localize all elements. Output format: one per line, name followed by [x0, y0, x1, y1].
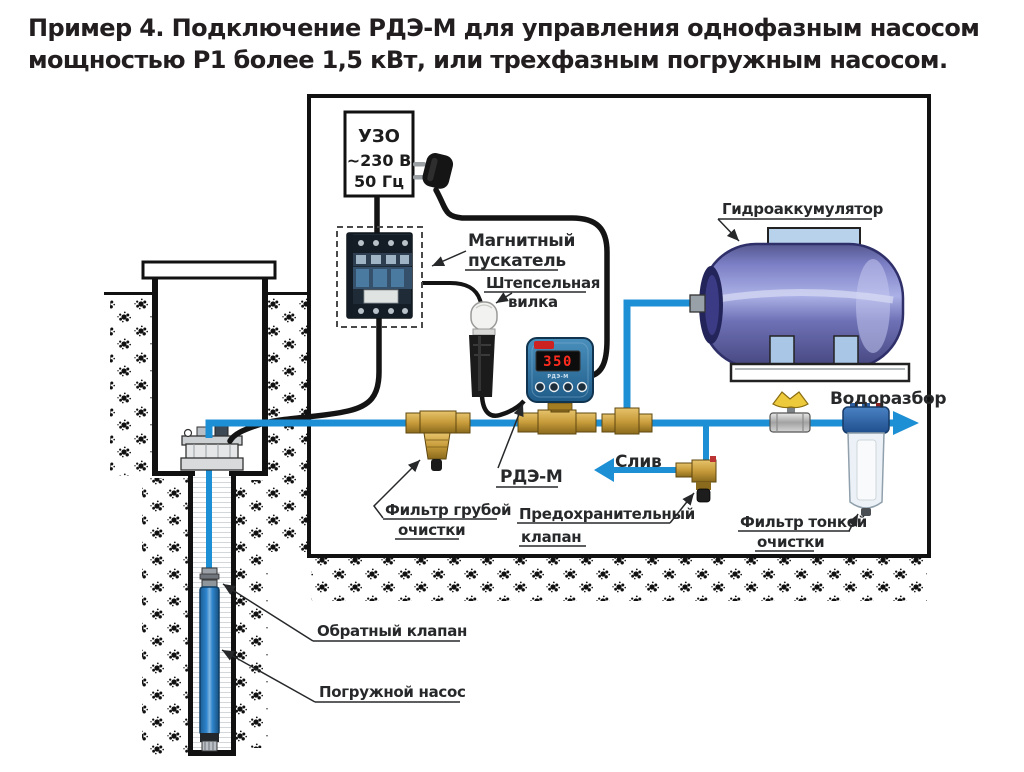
ball-valve: [770, 392, 810, 432]
wire-contactor-to-socket: [422, 283, 482, 306]
tank-port: [690, 295, 705, 312]
drain-arrow: [594, 458, 614, 482]
hydroaccumulator-tank: [690, 228, 909, 381]
submersible-pump: [200, 580, 219, 751]
label-fine-filter-1: Фильтр тонкой: [740, 513, 867, 531]
label-fine-filter-2: очистки: [757, 533, 825, 551]
label-hydroaccumulator: Гидроаккумулятор: [722, 200, 884, 218]
ground-surface-left: [104, 292, 152, 295]
label-magnetic-starter-2: пускатель: [468, 251, 566, 271]
uzo-line-1: УЗО: [358, 126, 400, 147]
rde-logo: [534, 341, 554, 349]
label-water-tap: Водоразбор: [830, 389, 947, 409]
label-safety-valve-1: Предохранительный: [519, 505, 695, 523]
fine-filter: [843, 403, 889, 516]
uzo-box: [345, 112, 413, 196]
label-drain: Слив: [615, 452, 662, 472]
label-rde-m: РДЭ-М: [500, 467, 563, 487]
tank-platform: [731, 364, 909, 381]
label-magnetic-starter-1: Магнитный: [468, 231, 576, 251]
label-plug-2: вилка: [508, 293, 558, 311]
label-coarse-filter-1: Фильтр грубой: [385, 501, 512, 519]
label-coarse-filter-2: очистки: [398, 521, 466, 539]
label-plug-1: Штепсельная: [486, 274, 601, 292]
rde-display-value: 350: [543, 354, 573, 370]
label-safety-valve-2: клапан: [521, 528, 582, 546]
tank-strap: [770, 336, 794, 366]
magnetic-starter: [337, 227, 422, 327]
tank-tee: [602, 408, 652, 434]
title-line-2: мощностью Р1 более 1,5 кВт, или трехфазным погружным насосом.: [28, 46, 948, 74]
coarse-filter: [406, 411, 470, 471]
tank-strap: [834, 336, 858, 366]
label-check-valve: Обратный клапан: [317, 622, 468, 640]
uzo-line-3: 50 Гц: [354, 172, 404, 191]
tank-riser-pipe: [627, 303, 698, 419]
plug-socket: [469, 302, 497, 397]
pit-cap: [143, 262, 275, 278]
uzo-line-2: ~230 В: [346, 151, 412, 170]
power-plug: [413, 151, 455, 191]
label-submersible-pump: Погружной насос: [319, 683, 466, 701]
safety-valve: [676, 456, 716, 502]
water-tap-arrow: [893, 411, 919, 435]
rde-model-text: РДЭ-М: [547, 374, 569, 380]
rde-m-device: [527, 338, 593, 402]
ball-valve-handle: [773, 392, 808, 408]
ground-surface-right: [268, 292, 310, 295]
title-line-1: Пример 4. Подключение РДЭ-М для управления однофазным насосом: [28, 14, 980, 42]
